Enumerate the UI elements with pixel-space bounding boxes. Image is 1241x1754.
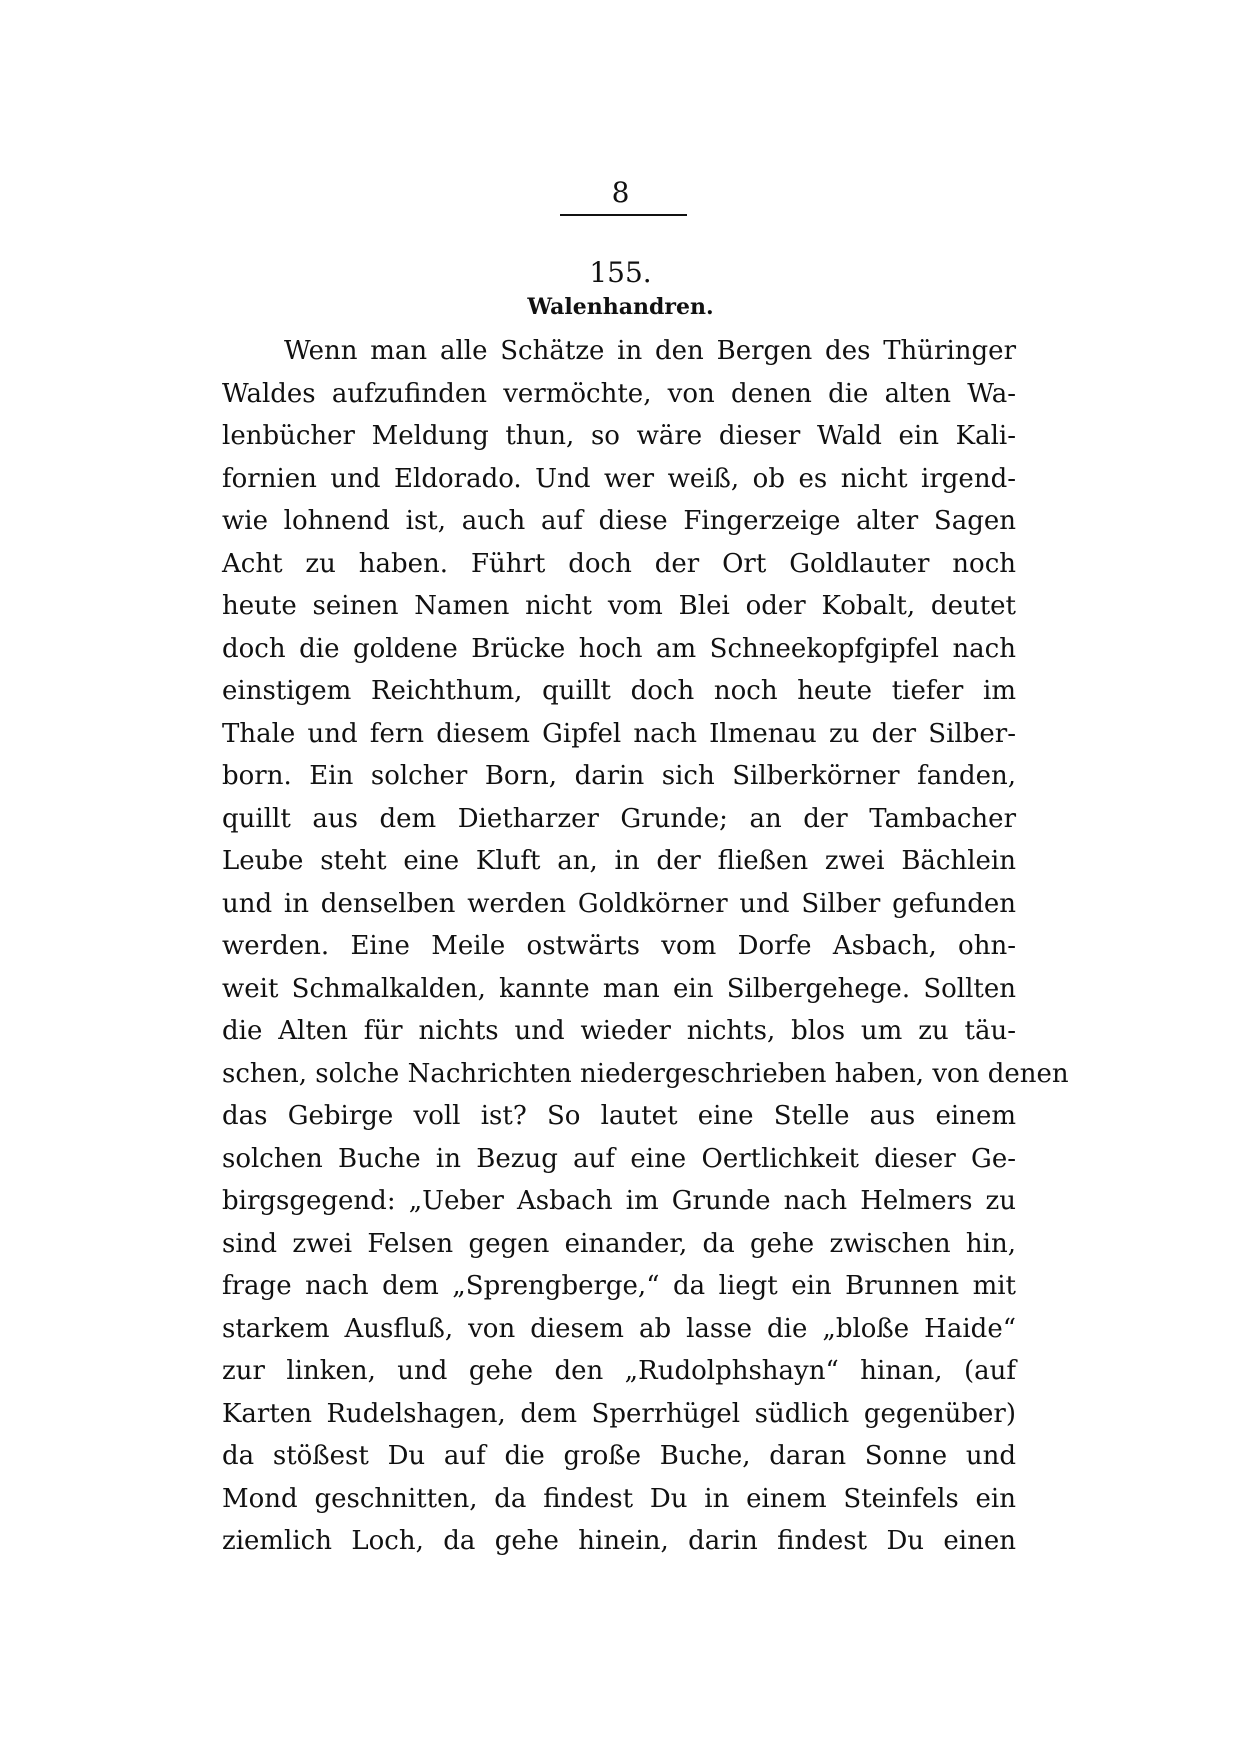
text-line: Waldes aufzufinden vermöchte, von denen die alten Wa- [222, 378, 1016, 409]
text-line: das Gebirge voll ist? So lautet eine Stelle aus einem [222, 1101, 1016, 1131]
section-title: Walenhandren. [527, 294, 714, 320]
text-line: zur linken, und gehe den „Rudolphshayn“ hinan, (auf [222, 1356, 1016, 1386]
text-line: schen, solche Nachrichten niedergeschrieben haben, von denen [222, 1058, 1069, 1089]
text-line: born. Ein solcher Born, darin sich Silberkörner fanden, [222, 761, 1016, 791]
text-line: birgsgegend: „Ueber Asbach im Grunde nach Helmers zu [222, 1186, 1016, 1216]
text-line: Thale und fern diesem Gipfel nach Ilmenau zu der Silber- [222, 718, 1016, 749]
text-line: heute seinen Namen nicht vom Blei oder Kobalt, deutet [222, 591, 1016, 621]
text-line: und in denselben werden Goldkörner und Silber gefunden [222, 888, 1016, 919]
text-line: die Alten für nichts und wieder nichts, blos um zu täu- [222, 1016, 1016, 1046]
text-line: starkem Ausfluß, von diesem ab lasse die „bloße Haide“ [222, 1313, 1016, 1344]
page-number: 8 [611, 176, 630, 209]
text-line: fornien und Eldorado. Und wer weiß, ob es nicht irgend- [222, 463, 1016, 494]
text-line: Karten Rudelshagen, dem Sperrhügel südlich gegenüber) [222, 1398, 1016, 1429]
text-line: ziemlich Loch, da gehe hinein, darin findest Du einen [222, 1526, 1016, 1556]
body-text [222, 330, 1069, 1563]
text-line: Mond geschnitten, da findest Du in einem Steinfels ein [222, 1483, 1016, 1514]
text-line: Leube steht eine Kluft an, in der fließen zwei Bächlein [222, 846, 1016, 876]
text-line: frage nach dem „Sprengberge,“ da liegt ein Brunnen mit [222, 1271, 1016, 1301]
header-rule [560, 214, 687, 216]
text-line: quillt aus dem Dietharzer Grunde; an der Tambacher [222, 803, 1016, 834]
text-line: wie lohnend ist, auch auf diese Fingerzeige alter Sagen [222, 506, 1016, 536]
text-line: doch die goldene Brücke hoch am Schneekopfgipfel nach [222, 633, 1016, 664]
text-line: weit Schmalkalden, kannte man ein Silbergehege. Sollten [222, 973, 1016, 1004]
text-line: einstigem Reichthum, quillt doch noch heute tiefer im [222, 676, 1016, 706]
text-line: sind zwei Felsen gegen einander, da gehe zwischen hin, [222, 1228, 1016, 1259]
text-line: lenbücher Meldung thun, so wäre dieser Wald ein Kali- [222, 421, 1016, 451]
text-line: Wenn man alle Schätze in den Bergen des Thüringer [284, 336, 1016, 366]
text-line: Acht zu haben. Führt doch der Ort Goldlauter noch [222, 548, 1016, 579]
text-line: solchen Buche in Bezug auf eine Oertlichkeit dieser Ge- [222, 1143, 1016, 1174]
section-number: 155. [589, 256, 652, 289]
text-line: werden. Eine Meile ostwärts vom Dorfe Asbach, ohn- [222, 931, 1016, 961]
text-line: da stößest Du auf die große Buche, daran Sonne und [222, 1441, 1016, 1471]
